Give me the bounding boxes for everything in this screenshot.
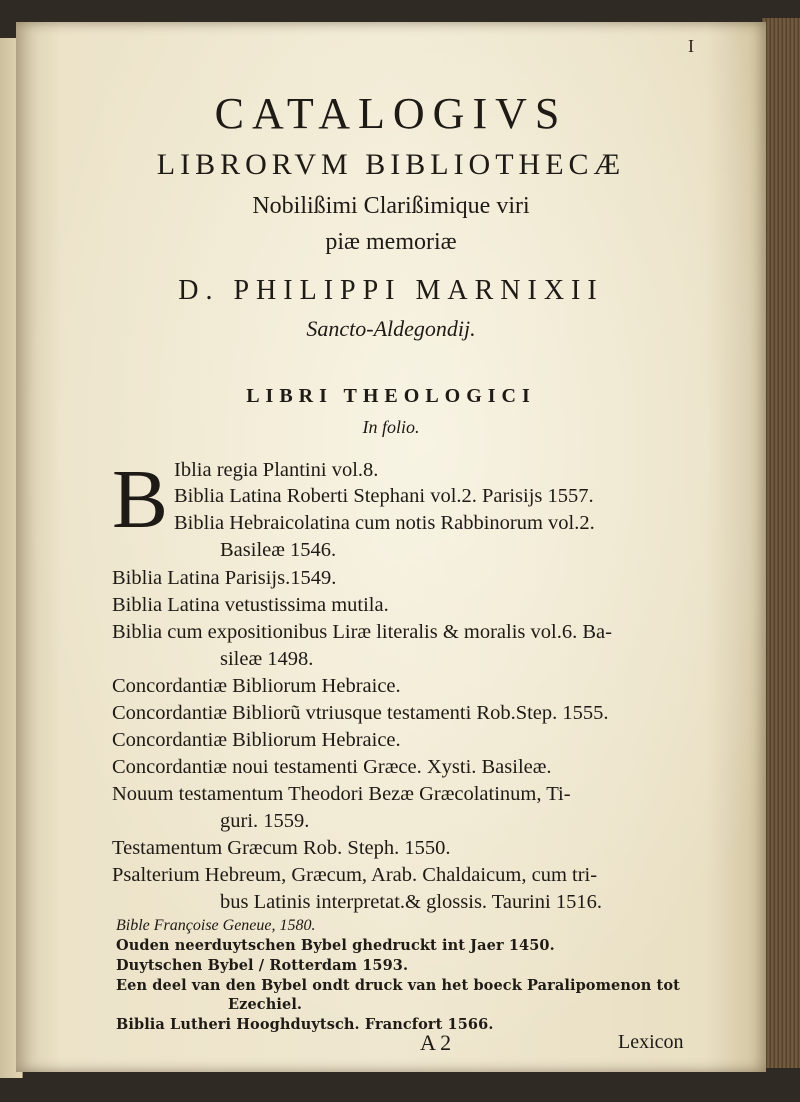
catalog-entry-continuation: bus Latinis interpretat.& glossis. Taurini 1516. (220, 891, 602, 913)
title-nobilissimi: Nobilißimi Clarißimique viri (252, 193, 530, 219)
catchword: Lexicon (618, 1031, 684, 1053)
title-catalogivs: CATALOGIVS (214, 89, 568, 138)
catalog-entry: Biblia Latina vetustissima mutila. (112, 594, 389, 616)
catalog-entry: Concordantiæ Bibliorũ vtriusque testamenti Rob.Step. 1555. (112, 702, 609, 724)
title-aldegondij: Sancto-Aldegondij. (306, 316, 476, 341)
catalog-entry-continuation: sileæ 1498. (220, 648, 314, 670)
section-subheading: In folio. (362, 417, 420, 437)
drop-cap-letter: B (112, 453, 169, 546)
catalog-entry: Psalterium Hebreum, Græcum, Arab. Chaldaicum, cum tri- (112, 864, 598, 886)
catalog-entry-blackletter: Een deel van den Bybel ondt druck van het boeck Paralipomenon tot (116, 977, 680, 994)
catalog-entry: Biblia cum expositionibus Liræ literalis & moralis vol.6. Ba- (112, 621, 612, 643)
catalog-entry-blackletter: Biblia Lutheri Hooghduytsch. Francfort 1566. (116, 1016, 494, 1033)
title-piae-memoriae: piæ memoriæ (325, 229, 457, 255)
section-heading: LIBRI THEOLOGICI (246, 385, 536, 407)
catalog-entry-blackletter: Ouden neerduytschen Bybel ghedruckt int Jaer 1450. (116, 937, 555, 954)
catalog-entry: Concordantiæ Bibliorum Hebraice. (112, 675, 401, 697)
catalog-entry: Iblia regia Plantini vol.8. (174, 459, 379, 481)
catalog-entry: Testamentum Græcum Rob. Steph. 1550. (112, 837, 451, 859)
printed-page (16, 22, 766, 1072)
page-mark: I (688, 36, 694, 56)
catalog-entry: Biblia Latina Roberti Stephani vol.2. Parisijs 1557. (174, 485, 594, 507)
title-owner-name: D. PHILIPPI MARNIXII (178, 275, 604, 306)
signature-mark: A 2 (420, 1030, 452, 1055)
catalog-entry-blackletter-continuation: Ezechiel. (228, 996, 303, 1013)
catalog-entry: Nouum testamentum Theodori Bezæ Græcolatinum, Ti- (112, 783, 571, 805)
catalog-entry: Biblia Hebraicolatina cum notis Rabbinorum vol.2. (174, 512, 595, 534)
catalog-entry: Biblia Latina Parisijs.1549. (112, 567, 337, 589)
catalog-entry-continuation: guri. 1559. (220, 810, 310, 832)
title-librorum: LIBRORVM BIBLIOTHECÆ (156, 148, 626, 181)
catalog-entry: Concordantiæ Bibliorum Hebraice. (112, 729, 401, 751)
book-fore-edge (762, 18, 800, 1068)
catalog-entry: Concordantiæ noui testamenti Græce. Xysti. Basileæ. (112, 756, 552, 778)
catalog-entry-blackletter: Duytschen Bybel / Rotterdam 1593. (116, 957, 409, 974)
catalog-entry-italic: Bible Françoise Geneue, 1580. (116, 917, 316, 934)
catalog-entry-continuation: Basileæ 1546. (220, 539, 337, 561)
